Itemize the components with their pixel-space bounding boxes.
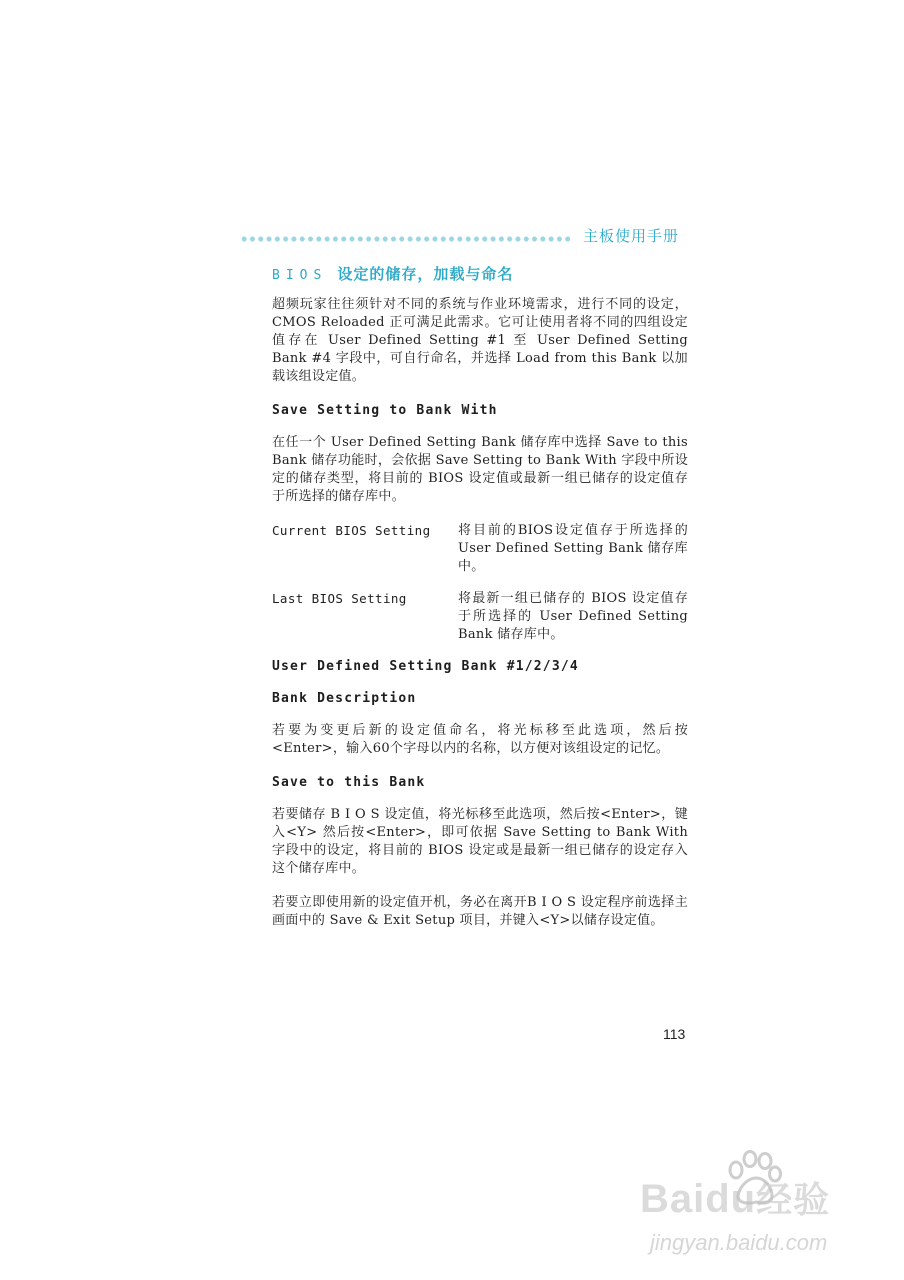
bank-description-paragraph: 若要为变更后新的设定值命名，将光标移至此选项，然后按 <Enter>，输入60个字母以内的名称，以方便对该组设定的记忆。 (272, 723, 688, 756)
baidu-jingyan-watermark (640, 1150, 880, 1260)
section-title (272, 264, 688, 284)
header-dotted-rule (240, 236, 570, 242)
brand-cn: 经验 (756, 1179, 831, 1220)
option-term: Last BIOS Setting (272, 591, 407, 606)
option-current-bios (272, 522, 688, 576)
running-header-title: 主板使用手册 (583, 227, 680, 245)
watermark-brand (640, 1172, 830, 1223)
bank-description-heading: Bank Description (272, 691, 417, 706)
page-number: 113 (663, 1026, 686, 1042)
user-bank-heading: User Defined Setting Bank #1/2/3/4 (272, 659, 579, 674)
save-exit-note: 若要立即使用新的设定值开机，务必在离开B I O S 设定程序前选择主画面中的 Save & Exit Setup 项目，并键入<Y>以储存设定值。 (272, 895, 688, 928)
save-setting-heading: Save Setting to Bank With (272, 403, 498, 418)
save-to-bank-paragraph: 若要储存 B I O S 设定值，将光标移至此选项，然后按<Enter>，键入<Y> 然后按<Enter>，即可依据 Save Setting to Bank With 字段中的设定，将目前的 BIOS 设定或是最新一组已储存的设定存入这个储存库中。 (272, 807, 688, 876)
brand-du: du (705, 1177, 757, 1221)
option-description: 将目前的BIOS设定值存于所选择的 User Defined Setting Bank 储存库中。 (458, 523, 688, 574)
section-title-bios: BIOS (272, 268, 328, 283)
brand-latin: Bai (640, 1177, 706, 1221)
option-last-bios (272, 590, 688, 644)
option-term: Current BIOS Setting (272, 523, 431, 538)
intro-paragraph: 超频玩家往往须针对不同的系统与作业环境需求，进行不同的设定，CMOS Reloaded 正可满足此需求。它可让使用者将不同的四组设定值存在 User Defined Setting #1 至 User Defined Setting Bank #4 字段中，可自行命名，并选择 Load from this Bank 以加载该组设定值。 (272, 297, 688, 384)
save-setting-paragraph: 在任一个 User Defined Setting Bank 储存库中选择 Save to this Bank 储存功能时，会依据 Save Setting to Bank With 字段中所设定的储存类型，将目前的 BIOS 设定值或最新一组已储存的设定值存于所选择的储存库中。 (272, 435, 688, 504)
section-title-text: 设定的储存，加载与命名 (337, 265, 514, 283)
option-description: 将最新一组已储存的 BIOS 设定值存于所选择的 User Defined Setting Bank 储存库中。 (458, 591, 688, 642)
save-to-bank-heading: Save to this Bank (272, 775, 426, 790)
watermark-url: jingyan.baidu.com (650, 1230, 828, 1255)
page-content (272, 264, 688, 946)
